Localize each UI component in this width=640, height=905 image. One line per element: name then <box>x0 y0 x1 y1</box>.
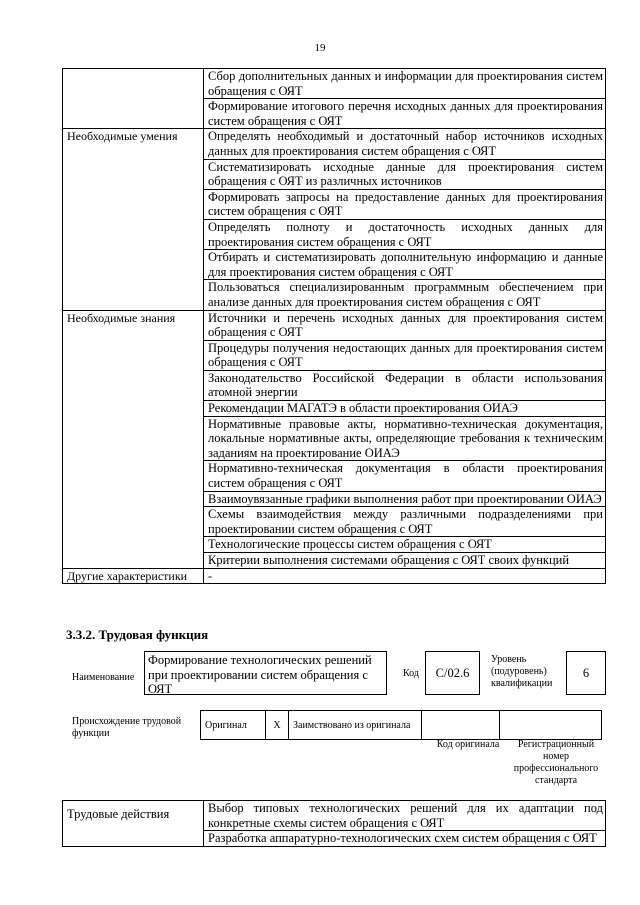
row-item: Взаимоувязанные графики выполнения работ при проектировании ОИАЭ <box>204 491 606 507</box>
row-item: Формировать запросы на предоставление данных для проектирования систем обращения с ОЯТ <box>204 189 606 219</box>
row-item: Схемы взаимодействия между различными подразделениями при проектировании систем обращения с ОЯТ <box>204 507 606 537</box>
level-label: Уровень (подуровень) квалификации <box>491 654 553 689</box>
origin-row <box>201 710 602 740</box>
row-item: Определять полноту и достаточность исходных данных для проектирования систем обращения с ОЯТ <box>204 219 606 249</box>
origin-borrowed: Заимствовано из оригинала <box>288 710 422 740</box>
row-item: Систематизировать исходные данные для проектирования систем обращения с ОЯТ из различных источников <box>204 159 606 189</box>
name-label: Наименование <box>72 672 135 683</box>
origin-code-cell <box>421 710 500 740</box>
origin-original: Оригинал <box>200 710 266 740</box>
action-item: Выбор типовых технологических решений для их адаптации под конкретные схемы систем обращения с ОЯТ <box>204 801 606 831</box>
function-code: C/02.6 <box>425 651 480 695</box>
row-label: Другие характеристики <box>63 568 204 584</box>
function-name: Формирование технологических решений при проектировании систем обращения с ОЯТ <box>144 651 387 695</box>
code-original-caption: Код оригинала <box>436 739 500 750</box>
row-item: Процедуры получения недостающих данных для проектирования систем обращения с ОЯТ <box>204 340 606 370</box>
table-row <box>63 801 606 831</box>
row-label: Необходимые знания <box>63 310 204 568</box>
table-row <box>63 568 606 584</box>
qualification-level: 6 <box>566 651 606 695</box>
row-item: Определять необходимый и достаточный набор источников исходных данных для проектирования систем обращения с ОЯТ <box>204 129 606 159</box>
row-label <box>63 69 204 129</box>
row-item: Пользоваться специализированным программным обеспечением при анализе данных для проектирования систем обращения с ОЯТ <box>204 280 606 310</box>
row-item: Нормативно-техническая документация в области проектирования систем обращения с ОЯТ <box>204 461 606 491</box>
row-item: Источники и перечень исходных данных для проектирования систем обращения с ОЯТ <box>204 310 606 340</box>
row-item: Отбирать и систематизировать дополнительную информацию и данные для проектирования систем обращения с ОЯТ <box>204 250 606 280</box>
row-item: Нормативные правовые акты, нормативно-техническая документация, локальные нормативные акты, определяющие требования к техническим заданиям на проектирование ОИАЭ <box>204 416 606 461</box>
action-item: Разработка аппаратурно-технологических схем систем обращения с ОЯТ <box>204 831 606 847</box>
actions-label: Трудовые действия <box>63 801 204 847</box>
section-title: 3.3.2. Трудовая функция <box>66 627 209 642</box>
origin-label: Происхождение трудовой функции <box>72 716 182 739</box>
origin-mark: X <box>265 710 289 740</box>
reg-number-caption: Регистрационный номер профессионального стандарта <box>513 739 599 786</box>
table-row <box>63 310 606 340</box>
origin-reg-cell <box>499 710 602 740</box>
row-item: Законодательство Российской Федерации в области использования атомной энергии <box>204 370 606 400</box>
row-item: - <box>204 568 606 584</box>
page-number: 19 <box>314 42 326 54</box>
requirements-table <box>62 68 606 584</box>
row-item: Сбор дополнительных данных и информации для проектирования систем обращения с ОЯТ <box>204 69 606 99</box>
row-item: Рекомендации МАГАТЭ в области проектирования ОИАЭ <box>204 401 606 417</box>
code-label: Код <box>403 668 419 679</box>
table-row <box>63 69 606 99</box>
table-row <box>63 129 606 159</box>
row-item: Формирование итогового перечня исходных данных для проектирования систем обращения с ОЯТ <box>204 99 606 129</box>
row-label: Необходимые умения <box>63 129 204 310</box>
row-item: Технологические процессы систем обращения с ОЯТ <box>204 537 606 553</box>
actions-table <box>62 800 606 847</box>
row-item: Критерии выполнения системами обращения с ОЯТ своих функций <box>204 553 606 569</box>
